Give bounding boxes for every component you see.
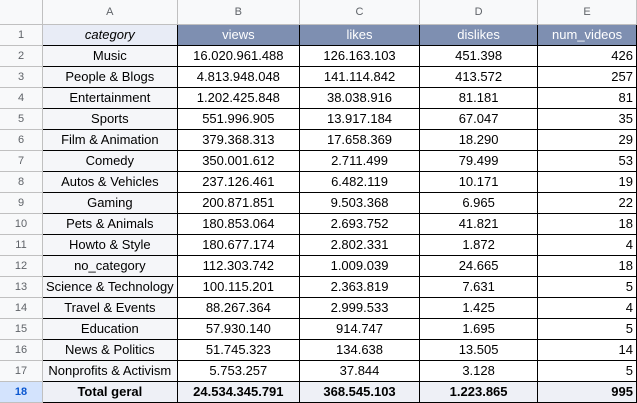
views-cell[interactable]: 200.871.851 <box>177 192 299 213</box>
num-videos-cell[interactable]: 4 <box>538 297 637 318</box>
num-videos-cell[interactable]: 22 <box>538 192 637 213</box>
row-number[interactable]: 8 <box>0 171 43 192</box>
num-videos-cell[interactable]: 18 <box>538 255 637 276</box>
num-videos-cell[interactable]: 4 <box>538 234 637 255</box>
table-row <box>0 66 637 87</box>
likes-cell[interactable]: 2.802.331 <box>300 234 420 255</box>
row-number[interactable]: 4 <box>0 87 43 108</box>
dislikes-cell[interactable]: 24.665 <box>420 255 538 276</box>
dislikes-cell[interactable]: 6.965 <box>420 192 538 213</box>
row-number[interactable]: 6 <box>0 129 43 150</box>
category-cell[interactable]: Travel & Events <box>43 297 178 318</box>
views-cell[interactable]: 88.267.364 <box>177 297 299 318</box>
num-videos-cell[interactable]: 426 <box>538 45 637 66</box>
category-cell[interactable]: Film & Animation <box>43 129 178 150</box>
views-cell[interactable]: 551.996.905 <box>177 108 299 129</box>
likes-cell[interactable]: 13.917.184 <box>300 108 420 129</box>
header-dislikes-cell[interactable]: dislikes <box>420 24 538 45</box>
column-header-c[interactable]: C <box>300 0 420 24</box>
dislikes-cell[interactable]: 79.499 <box>420 150 538 171</box>
category-cell[interactable]: Autos & Vehicles <box>43 171 178 192</box>
category-cell[interactable]: Music <box>43 45 178 66</box>
dislikes-cell[interactable]: 1.872 <box>420 234 538 255</box>
views-cell[interactable]: 16.020.961.488 <box>177 45 299 66</box>
category-cell[interactable]: News & Politics <box>43 339 178 360</box>
header-likes-cell[interactable]: likes <box>300 24 420 45</box>
likes-cell[interactable]: 38.038.916 <box>300 87 420 108</box>
category-cell[interactable]: Nonprofits & Activism <box>43 360 178 381</box>
num-videos-cell[interactable]: 53 <box>538 150 637 171</box>
row-number[interactable]: 13 <box>0 276 43 297</box>
num-videos-cell[interactable]: 5 <box>538 318 637 339</box>
row-number[interactable]: 18 <box>0 381 43 402</box>
views-cell[interactable]: 180.853.064 <box>177 213 299 234</box>
dislikes-cell[interactable]: 1.425 <box>420 297 538 318</box>
table-row <box>0 234 637 255</box>
row-number[interactable]: 11 <box>0 234 43 255</box>
num-videos-cell[interactable]: 18 <box>538 213 637 234</box>
category-cell[interactable]: Howto & Style <box>43 234 178 255</box>
row-number[interactable]: 14 <box>0 297 43 318</box>
table-row <box>0 213 637 234</box>
views-cell[interactable]: 237.126.461 <box>177 171 299 192</box>
likes-cell[interactable]: 2.999.533 <box>300 297 420 318</box>
views-cell[interactable]: 379.368.313 <box>177 129 299 150</box>
table-row <box>0 192 637 213</box>
num-videos-cell[interactable]: 81 <box>538 87 637 108</box>
column-header-row <box>0 0 637 24</box>
table-row <box>0 318 637 339</box>
column-header-e[interactable]: E <box>538 0 637 24</box>
table-row <box>0 108 637 129</box>
num-videos-cell[interactable]: 995 <box>538 381 637 402</box>
row-number[interactable]: 12 <box>0 255 43 276</box>
table-row <box>0 297 637 318</box>
likes-cell[interactable]: 2.693.752 <box>300 213 420 234</box>
row-number[interactable]: 15 <box>0 318 43 339</box>
category-cell[interactable]: Education <box>43 318 178 339</box>
row-number[interactable]: 10 <box>0 213 43 234</box>
num-videos-cell[interactable]: 257 <box>538 66 637 87</box>
table-header-row <box>0 24 637 45</box>
category-cell[interactable]: Total geral <box>43 381 178 402</box>
table-row <box>0 255 637 276</box>
views-cell[interactable]: 51.745.323 <box>177 339 299 360</box>
category-cell[interactable]: Comedy <box>43 150 178 171</box>
header-num-videos-cell[interactable]: num_videos <box>538 24 637 45</box>
dislikes-cell[interactable]: 10.171 <box>420 171 538 192</box>
category-cell[interactable]: Pets & Animals <box>43 213 178 234</box>
num-videos-cell[interactable]: 35 <box>538 108 637 129</box>
category-cell[interactable]: Gaming <box>43 192 178 213</box>
dislikes-cell[interactable]: 413.572 <box>420 66 538 87</box>
header-views-cell[interactable]: views <box>177 24 299 45</box>
num-videos-cell[interactable]: 19 <box>538 171 637 192</box>
table-row <box>0 129 637 150</box>
likes-cell[interactable]: 17.658.369 <box>300 129 420 150</box>
select-all-corner[interactable] <box>0 0 43 24</box>
dislikes-cell[interactable]: 18.290 <box>420 129 538 150</box>
dislikes-cell[interactable]: 451.398 <box>420 45 538 66</box>
row-number[interactable]: 3 <box>0 66 43 87</box>
likes-cell[interactable]: 2.363.819 <box>300 276 420 297</box>
dislikes-cell[interactable]: 1.695 <box>420 318 538 339</box>
row-number[interactable]: 2 <box>0 45 43 66</box>
table-row <box>0 276 637 297</box>
views-cell[interactable]: 5.753.257 <box>177 360 299 381</box>
dislikes-cell[interactable]: 81.181 <box>420 87 538 108</box>
likes-cell[interactable]: 6.482.119 <box>300 171 420 192</box>
num-videos-cell[interactable]: 5 <box>538 360 637 381</box>
num-videos-cell[interactable]: 14 <box>538 339 637 360</box>
category-cell[interactable]: Entertainment <box>43 87 178 108</box>
dislikes-cell[interactable]: 41.821 <box>420 213 538 234</box>
category-cell[interactable]: Sports <box>43 108 178 129</box>
views-cell[interactable]: 100.115.201 <box>177 276 299 297</box>
total-row <box>0 381 637 402</box>
category-cell[interactable]: Science & Technology <box>43 276 178 297</box>
table-row <box>0 339 637 360</box>
table-row <box>0 171 637 192</box>
likes-cell[interactable]: 37.844 <box>300 360 420 381</box>
table-row <box>0 360 637 381</box>
views-cell[interactable]: 24.534.345.791 <box>177 381 299 402</box>
category-cell[interactable]: People & Blogs <box>43 66 178 87</box>
row-number[interactable]: 5 <box>0 108 43 129</box>
views-cell[interactable]: 1.202.425.848 <box>177 87 299 108</box>
likes-cell[interactable]: 9.503.368 <box>300 192 420 213</box>
views-cell[interactable]: 112.303.742 <box>177 255 299 276</box>
num-videos-cell[interactable]: 29 <box>538 129 637 150</box>
views-cell[interactable]: 350.001.612 <box>177 150 299 171</box>
likes-cell[interactable]: 1.009.039 <box>300 255 420 276</box>
category-cell[interactable]: no_category <box>43 255 178 276</box>
likes-cell[interactable]: 141.114.842 <box>300 66 420 87</box>
dislikes-cell[interactable]: 7.631 <box>420 276 538 297</box>
column-header-b[interactable]: B <box>177 0 299 24</box>
row-number[interactable]: 17 <box>0 360 43 381</box>
views-cell[interactable]: 57.930.140 <box>177 318 299 339</box>
table-row <box>0 150 637 171</box>
likes-cell[interactable]: 126.163.103 <box>300 45 420 66</box>
likes-cell[interactable]: 368.545.103 <box>300 381 420 402</box>
views-cell[interactable]: 180.677.174 <box>177 234 299 255</box>
header-category-cell[interactable]: category <box>43 24 178 45</box>
table-row <box>0 45 637 66</box>
likes-cell[interactable]: 134.638 <box>300 339 420 360</box>
row-number[interactable]: 9 <box>0 192 43 213</box>
row-number[interactable]: 1 <box>0 24 43 45</box>
likes-cell[interactable]: 2.711.499 <box>300 150 420 171</box>
column-header-a[interactable]: A <box>43 0 178 24</box>
dislikes-cell[interactable]: 13.505 <box>420 339 538 360</box>
dislikes-cell[interactable]: 67.047 <box>420 108 538 129</box>
views-cell[interactable]: 4.813.948.048 <box>177 66 299 87</box>
row-number[interactable]: 7 <box>0 150 43 171</box>
num-videos-cell[interactable]: 5 <box>538 276 637 297</box>
likes-cell[interactable]: 914.747 <box>300 318 420 339</box>
dislikes-cell[interactable]: 3.128 <box>420 360 538 381</box>
row-number[interactable]: 16 <box>0 339 43 360</box>
column-header-d[interactable]: D <box>420 0 538 24</box>
table-row <box>0 87 637 108</box>
dislikes-cell[interactable]: 1.223.865 <box>420 381 538 402</box>
